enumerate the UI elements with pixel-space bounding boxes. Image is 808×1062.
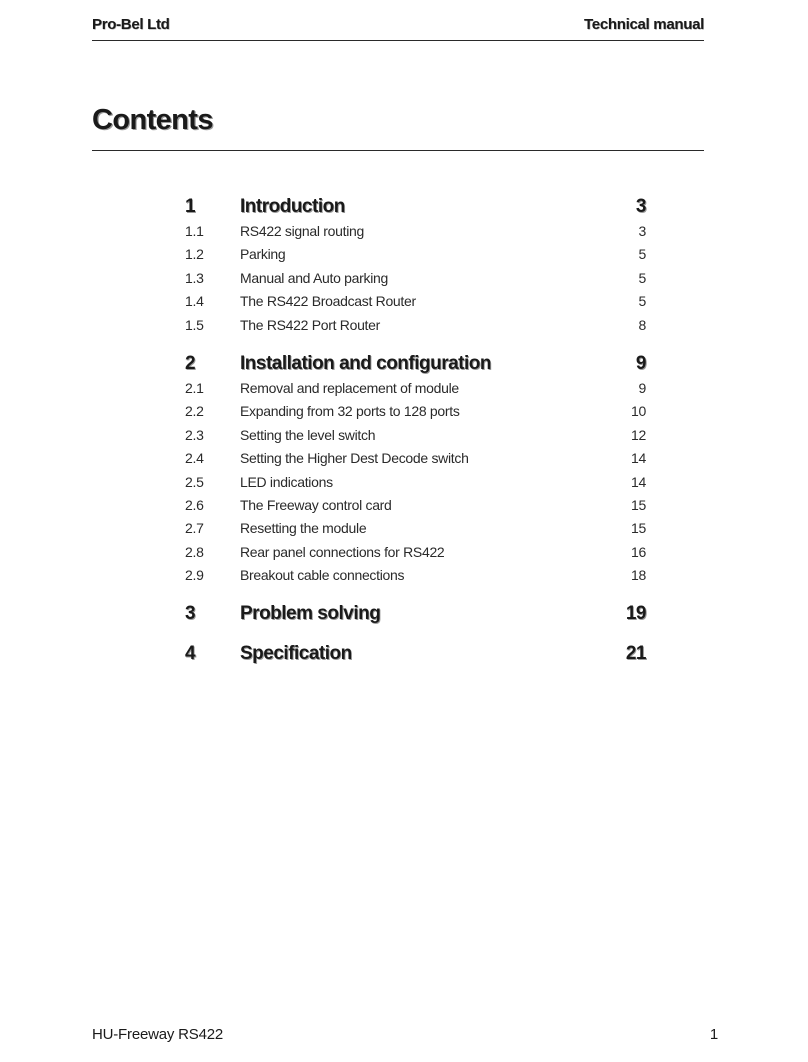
toc-entry-number: 2.1 — [185, 379, 204, 396]
toc-entry-number: 2.2 — [185, 403, 204, 420]
toc-entry[interactable] — [185, 317, 646, 340]
toc-entry-title: Breakout cable connections — [240, 567, 405, 584]
toc-entry[interactable] — [185, 223, 646, 246]
toc-entry-page: 12 — [631, 426, 646, 443]
toc-entry-number: 2.5 — [185, 473, 204, 490]
toc-entry-page: 14 — [631, 450, 646, 467]
toc-entry-page: 8 — [638, 316, 646, 333]
page-title: Contents — [92, 104, 213, 136]
toc-section-title: Problem solving — [240, 603, 381, 625]
toc-entry-title: LED indications — [240, 473, 333, 490]
toc-section-page: 19 — [625, 603, 646, 625]
toc-entry[interactable] — [185, 380, 646, 403]
toc-entry-page: 5 — [638, 293, 646, 310]
toc-entry-title: Rear panel connections for RS422 — [240, 543, 445, 560]
toc-entry-title: Resetting the module — [240, 520, 367, 537]
toc-section-page: 9 — [635, 352, 646, 374]
table-of-contents — [185, 196, 646, 670]
toc-entry-number: 1.1 — [185, 223, 204, 239]
header-doc-type: Technical manual — [584, 16, 704, 33]
toc-entry-number: 2.3 — [185, 426, 204, 443]
toc-section — [185, 196, 646, 340]
toc-entry-number: 2.4 — [185, 450, 204, 467]
toc-entry-page: 16 — [631, 543, 646, 560]
toc-section-title: Specification — [240, 643, 352, 665]
footer-page-number: 1 — [709, 1026, 718, 1043]
toc-section — [185, 643, 646, 670]
toc-entry-number: 2.6 — [185, 496, 204, 513]
toc-entry-title: Manual and Auto parking — [240, 269, 388, 286]
toc-section-title: Introduction — [240, 196, 345, 217]
toc-entry-title: The RS422 Broadcast Router — [240, 293, 416, 310]
toc-entry-page: 3 — [638, 223, 646, 239]
toc-entry[interactable] — [185, 270, 646, 293]
toc-entry-page: 14 — [631, 473, 646, 490]
toc-section-number: 4 — [185, 643, 196, 665]
toc-entry[interactable] — [185, 450, 646, 473]
toc-section-heading[interactable] — [185, 603, 646, 630]
toc-section-number: 1 — [185, 196, 196, 217]
toc-entry[interactable] — [185, 403, 646, 426]
toc-entry[interactable] — [185, 293, 646, 316]
toc-entry-page: 10 — [631, 403, 646, 420]
toc-section-number: 3 — [185, 603, 196, 625]
toc-section-number: 2 — [185, 352, 196, 374]
toc-entry-page: 15 — [631, 496, 646, 513]
toc-entry-page: 5 — [638, 246, 646, 263]
toc-entry-title: The RS422 Port Router — [240, 316, 380, 333]
header-company: Pro-Bel Ltd — [92, 16, 170, 33]
toc-entry-number: 1.5 — [185, 316, 204, 333]
toc-entry-title: RS422 signal routing — [240, 223, 364, 239]
toc-entry[interactable] — [185, 246, 646, 269]
toc-entry-title: Removal and replacement of module — [240, 379, 459, 396]
toc-section-heading[interactable] — [185, 643, 646, 670]
toc-entry-title: Setting the Higher Dest Decode switch — [240, 450, 469, 467]
toc-entry-number: 1.4 — [185, 293, 204, 310]
toc-entry-title: Setting the level switch — [240, 426, 376, 443]
toc-entry[interactable] — [185, 474, 646, 497]
toc-section-heading[interactable] — [185, 196, 646, 223]
toc-entry-number: 2.7 — [185, 520, 204, 537]
footer-product: HU-Freeway RS422 — [92, 1026, 224, 1043]
toc-entry[interactable] — [185, 544, 646, 567]
toc-entry-number: 2.9 — [185, 567, 204, 584]
toc-entry-number: 2.8 — [185, 543, 204, 560]
toc-section-page: 21 — [625, 643, 646, 665]
toc-entry[interactable] — [185, 427, 646, 450]
toc-section-heading[interactable] — [185, 353, 646, 380]
toc-section — [185, 353, 646, 591]
toc-entry-page: 5 — [638, 269, 646, 286]
toc-entry-number: 1.2 — [185, 246, 204, 263]
toc-entry-page: 9 — [638, 379, 646, 396]
toc-entry[interactable] — [185, 567, 646, 590]
toc-entry-title: The Freeway control card — [240, 496, 392, 513]
toc-entry-page: 15 — [631, 520, 646, 537]
toc-section-page: 3 — [635, 196, 646, 217]
title-block — [92, 104, 704, 151]
toc-section — [185, 603, 646, 630]
toc-entry-number: 1.3 — [185, 269, 204, 286]
toc-entry-title: Parking — [240, 246, 286, 263]
toc-entry[interactable] — [185, 497, 646, 520]
toc-entry-page: 18 — [631, 567, 646, 584]
toc-section-title: Installation and configuration — [240, 352, 491, 374]
page-header — [92, 14, 704, 41]
toc-entry-title: Expanding from 32 ports to 128 ports — [240, 403, 460, 420]
toc-entry[interactable] — [185, 520, 646, 543]
